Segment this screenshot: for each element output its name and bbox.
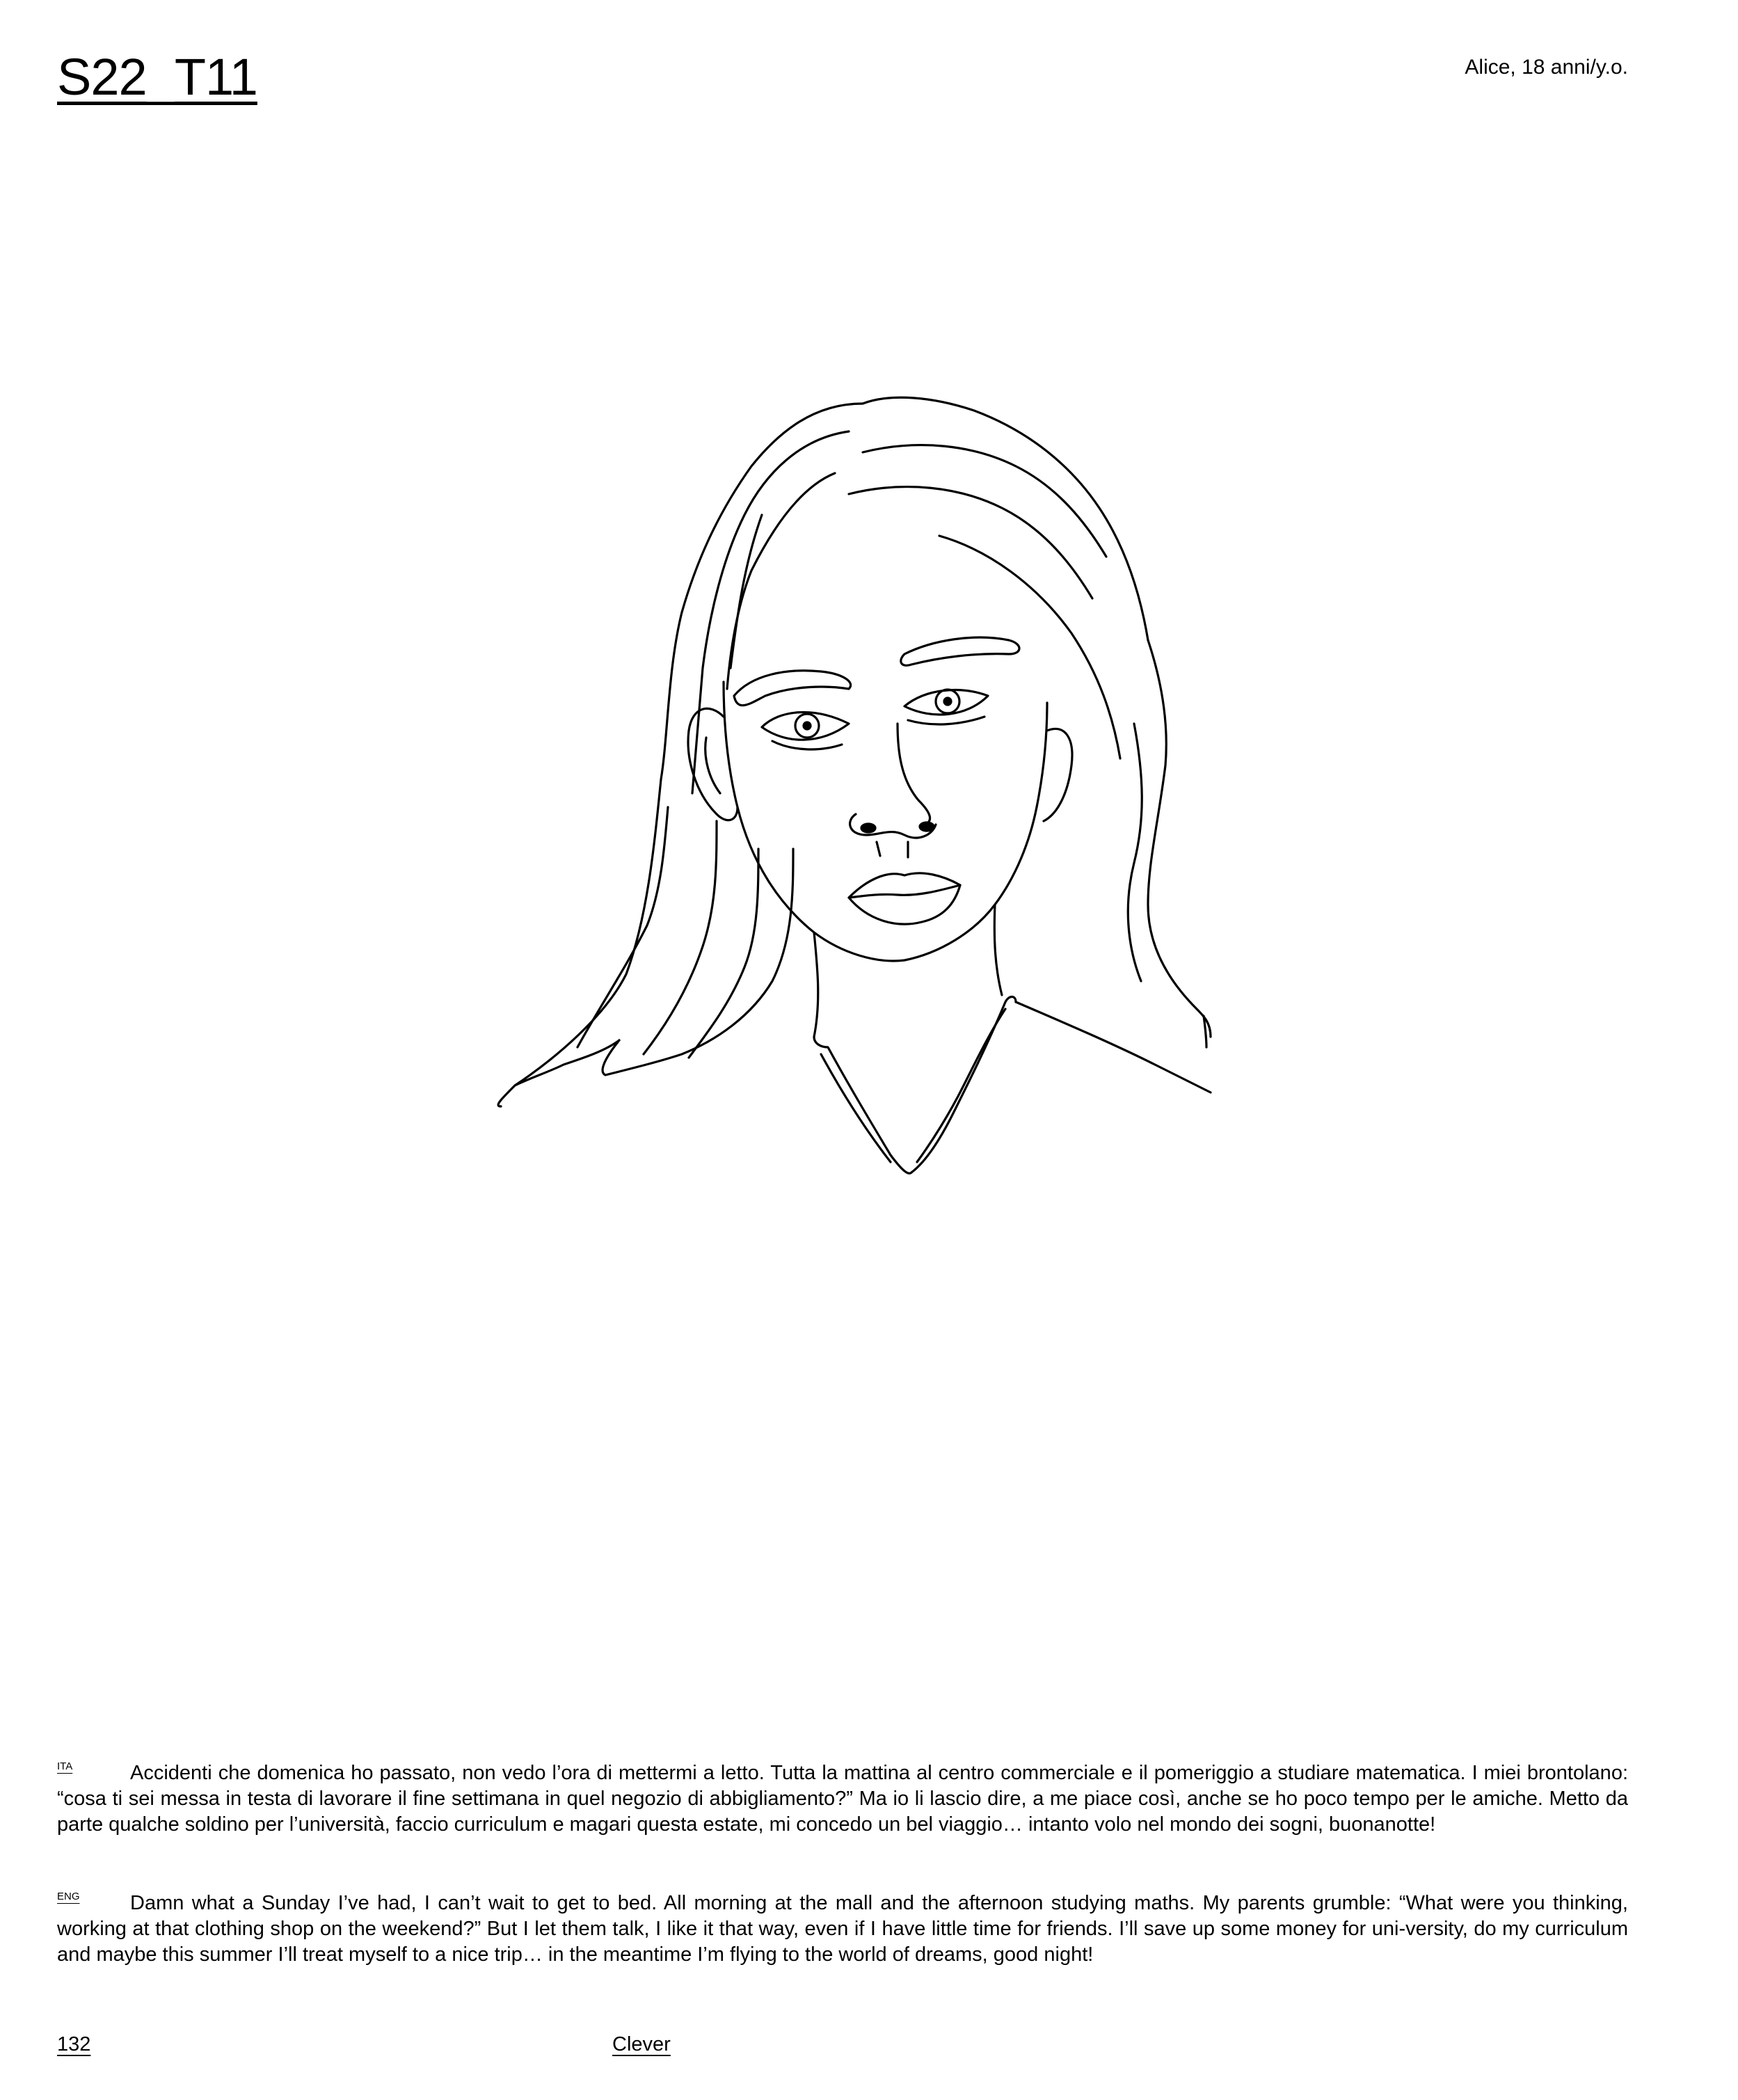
hair-outline-right <box>1148 640 1211 1037</box>
hair-strand-right-1 <box>939 536 1120 758</box>
italian-label: ITA <box>57 1760 73 1772</box>
collar-right-inner <box>917 1009 1005 1162</box>
portrait-drawing <box>487 390 1259 1280</box>
hair-strand-left-4 <box>644 821 717 1054</box>
eyebrow-left <box>734 671 851 706</box>
philtrum <box>877 842 908 857</box>
eye-left-lower-lid <box>772 741 842 749</box>
eye-right-pupil <box>944 698 951 705</box>
magazine-title[interactable]: Clever <box>612 2033 671 2055</box>
neck-right <box>994 905 1002 995</box>
nostril-left <box>861 824 875 832</box>
eye-right-lower-lid <box>908 717 984 724</box>
code-part-2: T11 <box>174 48 257 106</box>
upper-lip <box>849 873 960 898</box>
english-label: ENG <box>57 1891 80 1902</box>
hair-inner-left <box>692 431 849 793</box>
face-outline-right <box>1037 703 1047 807</box>
shoulder-right <box>1016 1002 1211 1092</box>
page-code <box>57 48 257 106</box>
nostril-right <box>920 822 934 831</box>
hair-outline-left <box>498 404 863 1106</box>
english-paragraph <box>57 1891 1628 1968</box>
code-part-1: S22 <box>57 48 147 106</box>
ear-left-inner <box>705 738 720 793</box>
english-body: Damn what a Sunday I’ve had, I can’t wait to get to bed. All morning at the mall and the afternoon studying maths. My parents grumble: “What were you thinking, working at that clothing shop on the weekend?” But I let them talk, I like it that way, even if I have little time for friends. I’ll save up some money for uni-versity, do my curriculum and maybe this summer I’ll treat myself to a nice trip… in the meantime I’m flying to the world of dreams, good night! <box>57 1892 1628 1966</box>
nose-bridge <box>898 724 930 825</box>
hair-strand-right-2 <box>1128 724 1142 981</box>
italian-body: Accidenti che domenica ho passato, non vedo l’ora di mettermi a letto. Tutta la mattina al centro commerciale e il pomeriggio a studiare matematica. I miei brontolano: “cosa ti sei messa in testa di lavorare il fine settimana in quel negozio di abbigliamento?” Ma io li lascio dire, a me piace così, anche se ho poco tempo per le amiche. Metto da parte qualche soldino per l’università, faccio curriculum e magari questa estate, mi concedo un bel viaggio… intanto volo nel mondo dei sogni, buonanotte! <box>57 1762 1628 1836</box>
page-number: 132 <box>57 2033 91 2055</box>
ear-right <box>1044 729 1072 821</box>
italian-paragraph <box>57 1760 1628 1838</box>
eyebrow-right <box>901 637 1019 665</box>
subject-name-age: Alice, 18 anni/y.o. <box>1465 56 1628 79</box>
hair-top <box>863 397 1148 640</box>
hair-part-line <box>849 487 1092 598</box>
eye-left-pupil <box>804 722 811 729</box>
collar-left-inner <box>821 1054 891 1162</box>
code-separator: _ <box>146 48 175 106</box>
collar-left <box>814 1037 911 1173</box>
lower-lip <box>849 885 960 924</box>
neck-left <box>814 932 818 1037</box>
portrait-illustration <box>487 390 1259 1280</box>
